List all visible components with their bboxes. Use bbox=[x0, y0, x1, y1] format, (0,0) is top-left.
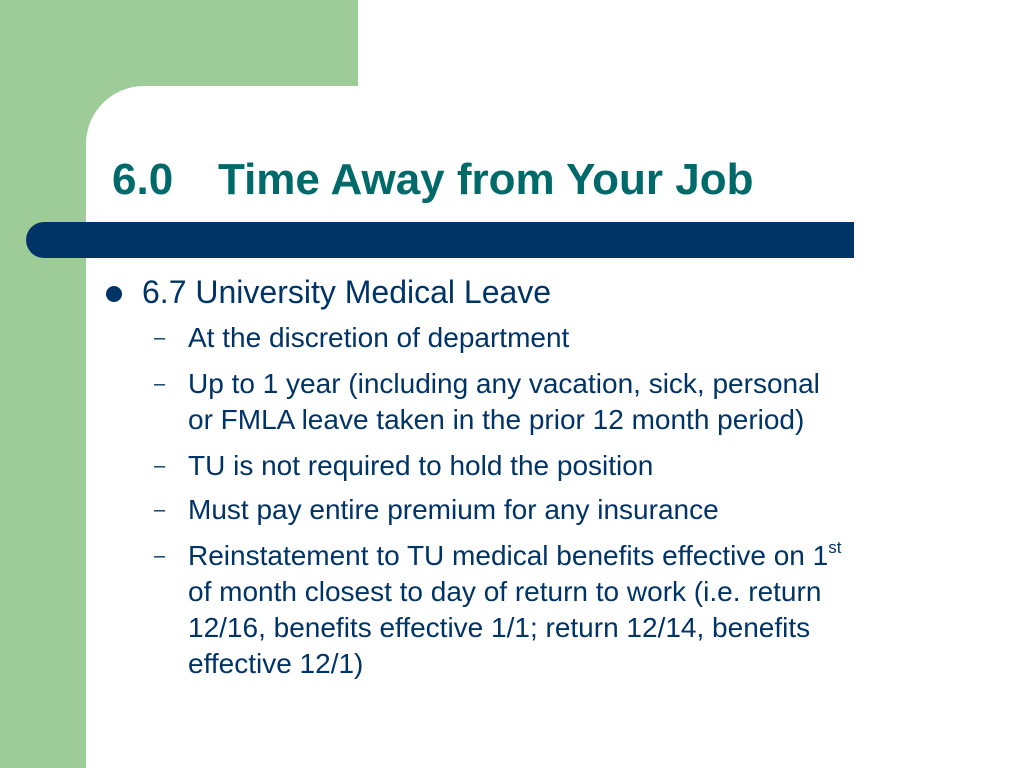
sub-bullet-line: effective 12/1) bbox=[188, 648, 364, 679]
sub-bullet-line bbox=[188, 538, 988, 574]
sub-bullet-line: Up to 1 year (including any vacation, sick, personal bbox=[188, 368, 820, 399]
title-underline-bar bbox=[26, 222, 854, 258]
dash-icon: – bbox=[154, 373, 166, 395]
sub-bullet-text: Reinstatement to TU medical benefits effective on 1 bbox=[188, 540, 829, 571]
sub-bullet-line: 12/16, benefits effective 1/1; return 12/14, benefits bbox=[188, 612, 811, 643]
sub-bullet-3 bbox=[188, 448, 988, 484]
superscript-ordinal: st bbox=[828, 538, 842, 557]
title-text: Time Away from Your Job bbox=[218, 155, 754, 204]
sub-bullet-4 bbox=[188, 492, 988, 528]
dash-icon: – bbox=[154, 545, 166, 567]
bullet-level1: 6.7 University Medical Leave bbox=[142, 274, 552, 310]
dash-icon: – bbox=[154, 455, 166, 477]
sub-bullet-line: At the discretion of department bbox=[188, 322, 570, 353]
dash-icon: – bbox=[154, 499, 166, 521]
sub-bullet-line: of month closest to day of return to work (i.e. return bbox=[188, 576, 822, 607]
sub-bullet-line: TU is not required to hold the position bbox=[188, 450, 654, 481]
sub-bullet-line: or FMLA leave taken in the prior 12 month period) bbox=[188, 404, 805, 435]
slide-title bbox=[112, 150, 753, 210]
sub-bullet-line: Must pay entire premium for any insurance bbox=[188, 494, 719, 525]
sub-bullet-2 bbox=[188, 366, 988, 438]
bullet-circle-icon bbox=[106, 286, 122, 302]
sub-bullet-5 bbox=[188, 538, 988, 682]
sub-bullet-1 bbox=[188, 320, 988, 356]
title-number: 6.0 bbox=[112, 155, 174, 204]
dash-icon: – bbox=[154, 327, 166, 349]
